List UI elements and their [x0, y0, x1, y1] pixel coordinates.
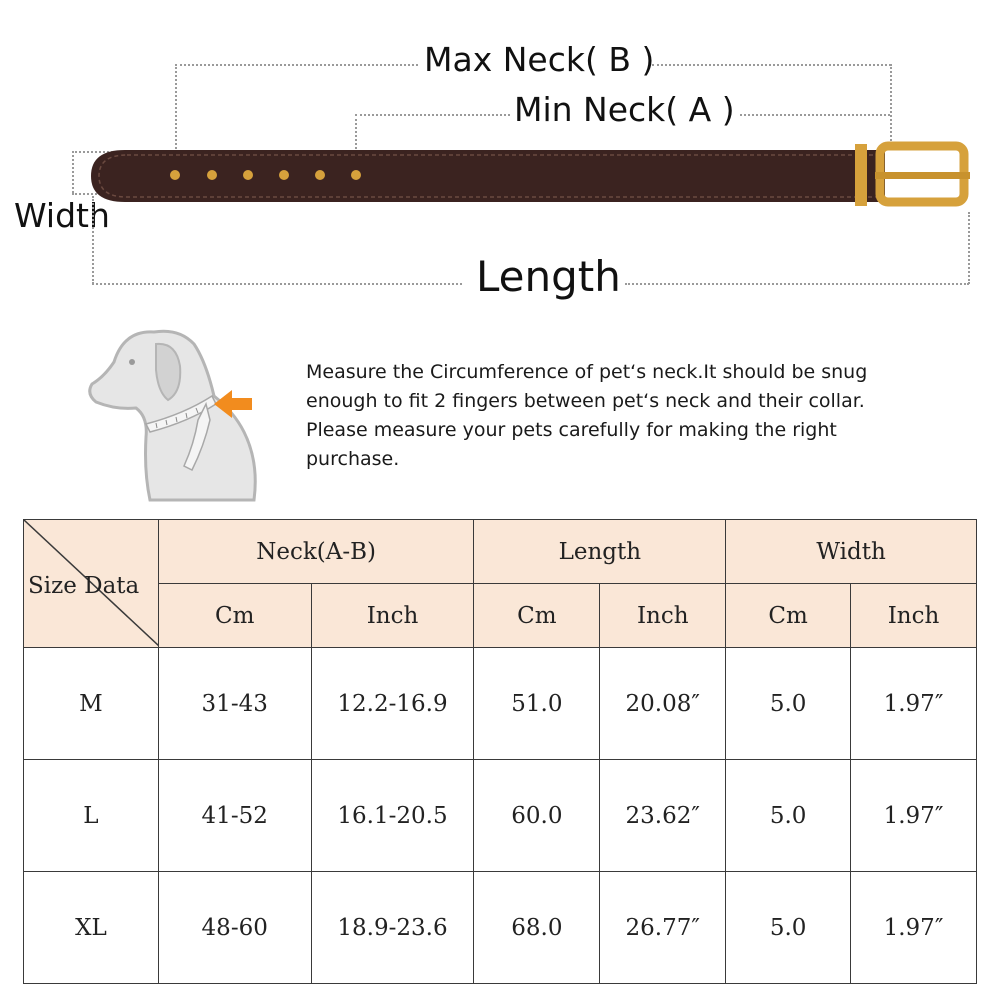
unit-header: Cm [158, 584, 311, 648]
size-cell: XL [24, 872, 159, 984]
instruction-line: enough to fit 2 fingers between pet‘s neck and their collar. [306, 390, 865, 412]
table-cell: 5.0 [726, 872, 851, 984]
collar-hole [243, 170, 253, 180]
collar-hole [279, 170, 289, 180]
max-neck-line-right [652, 64, 891, 66]
table-cell: 5.0 [726, 760, 851, 872]
width-group-header: Width [726, 520, 977, 584]
table-header-row [24, 520, 977, 584]
table-row [24, 648, 977, 760]
length-group-header: Length [474, 520, 726, 584]
table-cell: 26.77″ [600, 872, 726, 984]
min-neck-line-right [740, 114, 890, 116]
neck-group-header: Neck(A-B) [158, 520, 474, 584]
table-cell: 18.9-23.6 [311, 872, 474, 984]
instruction-line: purchase. [306, 448, 400, 470]
table-cell: 16.1-20.5 [311, 760, 474, 872]
table-cell: 1.97″ [851, 648, 977, 760]
table-cell: 31-43 [158, 648, 311, 760]
collar-illustration [85, 138, 980, 218]
length-line-right [625, 283, 969, 285]
length-line-left [92, 283, 462, 285]
min-neck-line-left [355, 114, 510, 116]
table-cell: 1.97″ [851, 760, 977, 872]
table-cell: 68.0 [474, 872, 600, 984]
min-neck-label: Min Neck( A ) [514, 90, 735, 129]
size-cell: L [24, 760, 159, 872]
unit-header: Inch [600, 584, 726, 648]
corner-label: Size Data [28, 573, 140, 599]
table-cell: 41-52 [158, 760, 311, 872]
table-cell: 12.2-16.9 [311, 648, 474, 760]
table-cell: 1.97″ [851, 872, 977, 984]
table-cell: 20.08″ [600, 648, 726, 760]
dog-eye [129, 359, 135, 365]
unit-header: Inch [311, 584, 474, 648]
instruction-line: Measure the Circumference of pet‘s neck.It should be snug [306, 361, 868, 383]
collar-hole [207, 170, 217, 180]
table-unit-row [24, 584, 977, 648]
table-cell: 48-60 [158, 872, 311, 984]
width-label: Width [14, 196, 110, 235]
size-chart-table [23, 519, 977, 984]
table-cell: 23.62″ [600, 760, 726, 872]
collar-hole [351, 170, 361, 180]
instruction-line: Please measure your pets carefully for making the right [306, 419, 837, 441]
length-label: Length [476, 252, 621, 301]
max-neck-line-left [175, 64, 418, 66]
table-cell: 5.0 [726, 648, 851, 760]
length-right-guide [968, 212, 970, 284]
buckle-prong [875, 172, 970, 179]
unit-header: Inch [851, 584, 977, 648]
table-row [24, 760, 977, 872]
width-bracket [72, 151, 74, 193]
max-neck-right-guide [890, 64, 892, 148]
size-cell: M [24, 648, 159, 760]
unit-header: Cm [474, 584, 600, 648]
dog-measuring-illustration [84, 322, 274, 506]
size-data-corner-cell [24, 520, 159, 648]
buckle-bar [855, 144, 867, 206]
max-neck-label: Max Neck( B ) [424, 40, 655, 79]
unit-header: Cm [726, 584, 851, 648]
collar-hole [170, 170, 180, 180]
table-cell: 51.0 [474, 648, 600, 760]
collar-hole [315, 170, 325, 180]
measure-instructions [306, 358, 946, 474]
table-cell: 60.0 [474, 760, 600, 872]
table-row [24, 872, 977, 984]
